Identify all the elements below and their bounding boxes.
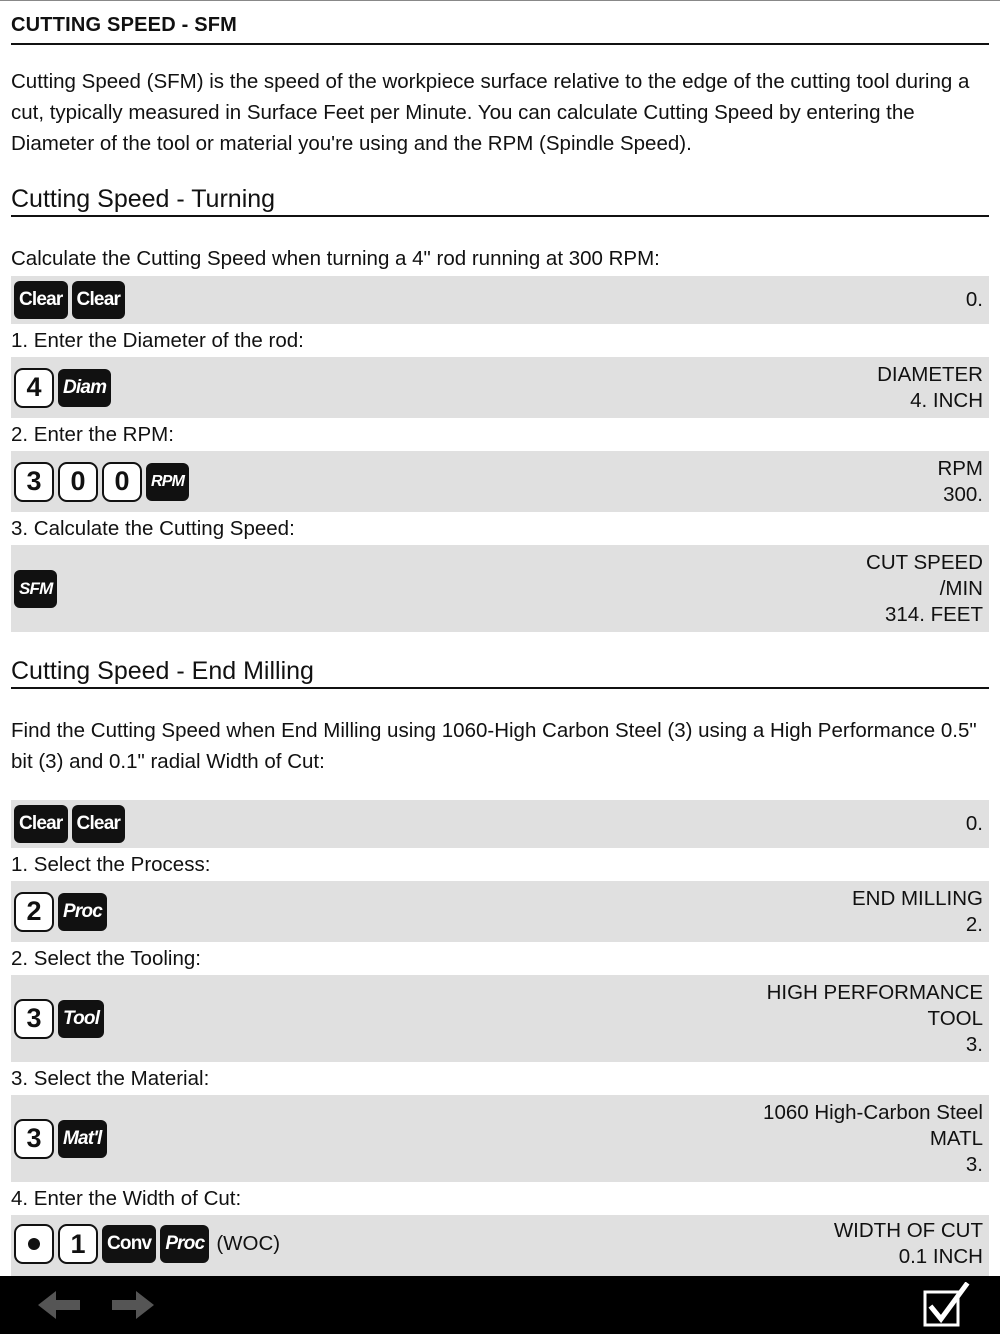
display-line: 300.: [943, 482, 983, 506]
calculator-display: [866, 550, 983, 628]
woc-label: (WOC): [216, 1232, 281, 1255]
display-line: WIDTH OF CUT: [833, 1219, 983, 1242]
calculator-display: [852, 886, 983, 938]
title-divider: [11, 43, 989, 45]
milling-step-1-row: [11, 881, 989, 942]
key-3[interactable]: 3: [14, 999, 54, 1039]
proc-key[interactable]: Proc: [160, 1225, 209, 1263]
milling-description: Find the Cutting Speed when End Milling using 1060-High Carbon Steel (3) using a High Performance 0.5" bit (3) and 0.1" radial Width of Cut:: [11, 719, 977, 773]
key-2[interactable]: 2: [14, 892, 54, 932]
calculator-display: [834, 1218, 983, 1270]
display-line: DIAMETER: [877, 362, 983, 386]
key-1[interactable]: 1: [58, 1224, 98, 1264]
milling-heading: Cutting Speed - End Milling: [11, 657, 314, 685]
display-line: 0.: [965, 288, 983, 311]
clear-key[interactable]: Clear: [72, 805, 126, 843]
key-3[interactable]: 3: [14, 1119, 54, 1159]
rpm-key[interactable]: RPM: [146, 463, 189, 501]
key-sequence: [14, 281, 125, 319]
calculator-display: [877, 362, 983, 414]
step-label: 4. Enter the Width of Cut:: [11, 1187, 242, 1210]
key-0[interactable]: 0: [102, 462, 142, 502]
conv-key[interactable]: Conv: [102, 1225, 156, 1263]
display-line: 314. FEET: [885, 602, 983, 626]
step-label: 3. Calculate the Cutting Speed:: [11, 517, 295, 540]
checkbox-check-icon[interactable]: [922, 1282, 970, 1328]
display-line: 2.: [965, 912, 983, 936]
turning-divider: [11, 215, 989, 217]
turning-heading: Cutting Speed - Turning: [11, 185, 276, 213]
display-line: 3.: [965, 1032, 983, 1056]
diam-key[interactable]: Diam: [58, 369, 111, 407]
display-line: RPM: [937, 456, 983, 480]
milling-step-3-row: [11, 1095, 989, 1182]
key-decimal-point[interactable]: [14, 1224, 54, 1264]
turning-clear-row: [11, 276, 989, 324]
display-line: /MIN: [939, 576, 983, 600]
key-sequence: [14, 1119, 107, 1159]
key-sequence: [14, 1224, 280, 1264]
step-label: 1. Select the Process:: [11, 853, 211, 876]
arrow-left-icon[interactable]: [38, 1289, 84, 1321]
milling-divider: [11, 687, 989, 689]
page-title: CUTTING SPEED - SFM: [11, 14, 238, 36]
arrow-right-icon[interactable]: [112, 1289, 158, 1321]
display-line: 1060 High-Carbon Steel: [763, 1100, 983, 1124]
calculator-display: [966, 287, 983, 313]
step-label: 3. Select the Material:: [11, 1067, 210, 1090]
clear-key[interactable]: Clear: [72, 281, 126, 319]
turning-step-2-row: [11, 451, 989, 512]
display-line: 4. INCH: [910, 388, 983, 412]
decimal-point-dot: [28, 1238, 40, 1250]
display-line: END MILLING: [852, 886, 983, 910]
calculator-display: [966, 811, 983, 837]
key-sequence: [14, 805, 125, 843]
proc-key[interactable]: Proc: [58, 893, 107, 931]
turning-step-1-row: [11, 357, 989, 418]
bottom-toolbar: [0, 1276, 1000, 1334]
milling-clear-row: [11, 800, 989, 848]
display-line: 0.1 INCH: [898, 1245, 983, 1268]
display-line: TOOL: [927, 1006, 983, 1030]
sfm-key[interactable]: SFM: [14, 570, 57, 608]
display-line: CUT SPEED: [866, 550, 983, 574]
key-3[interactable]: 3: [14, 462, 54, 502]
clear-key[interactable]: Clear: [14, 805, 68, 843]
key-sequence: [14, 999, 104, 1039]
milling-step-4-row: [11, 1215, 989, 1276]
step-label: 2. Enter the RPM:: [11, 423, 174, 446]
key-sequence: [14, 570, 57, 608]
milling-step-2-row: [11, 975, 989, 1062]
display-line: 0.: [965, 812, 983, 835]
calculator-display: [763, 1100, 983, 1178]
step-label: 2. Select the Tooling:: [11, 947, 201, 970]
display-line: 3.: [965, 1152, 983, 1176]
calculator-display: [937, 456, 983, 508]
tool-key[interactable]: Tool: [58, 1000, 104, 1038]
key-4[interactable]: 4: [14, 368, 54, 408]
turning-step-3-row: [11, 545, 989, 632]
intro-paragraph: Cutting Speed (SFM) is the speed of the workpiece surface relative to the edge of the cutting tool during a cut, typically measured in Surface Feet per Minute. You can calculate Cutting Speed by entering the Diameter of the tool or material you're using and the RPM (Spindle Speed).: [11, 70, 970, 155]
key-0[interactable]: 0: [58, 462, 98, 502]
key-sequence: [14, 368, 111, 408]
clear-key[interactable]: Clear: [14, 281, 68, 319]
matl-key[interactable]: Mat'l: [58, 1120, 107, 1158]
display-line: HIGH PERFORMANCE: [766, 980, 983, 1004]
step-label: 1. Enter the Diameter of the rod:: [11, 329, 304, 352]
key-sequence: [14, 462, 189, 502]
calculator-display: [767, 980, 983, 1058]
key-sequence: [14, 892, 107, 932]
turning-description: Calculate the Cutting Speed when turning a 4" rod running at 300 RPM:: [11, 247, 660, 270]
display-line: MATL: [929, 1126, 983, 1150]
